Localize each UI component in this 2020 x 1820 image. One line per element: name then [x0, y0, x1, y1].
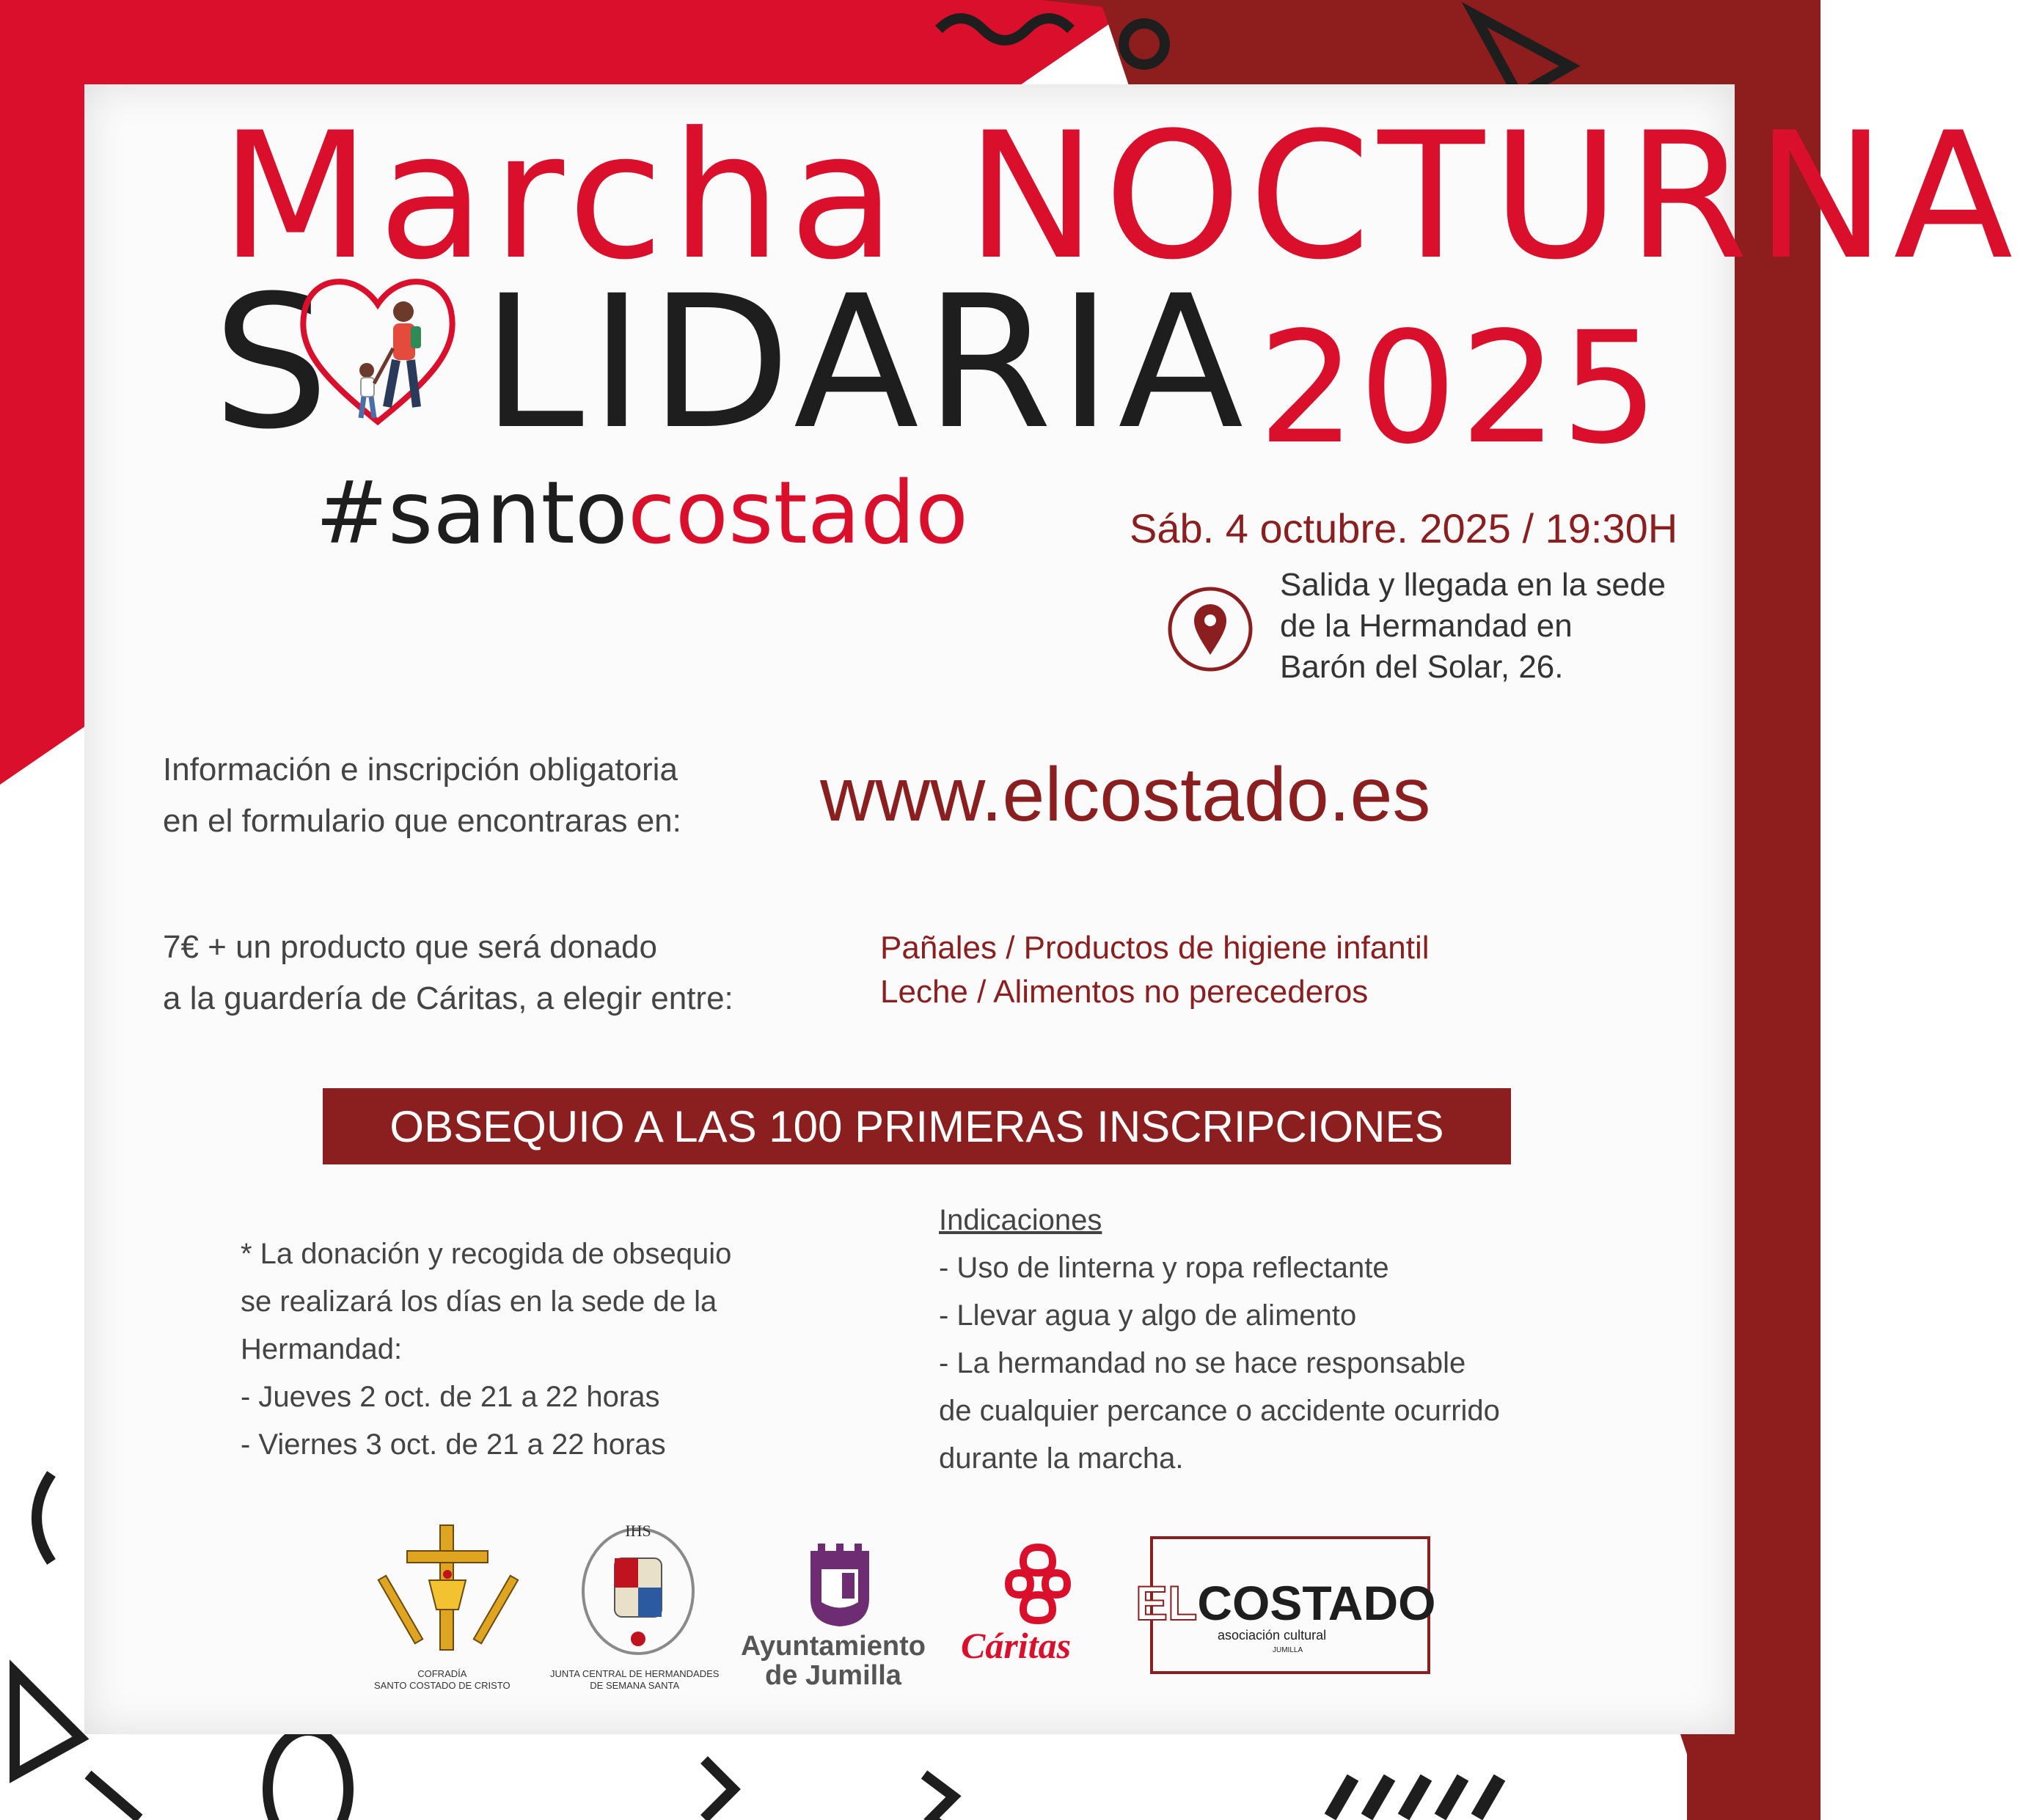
price-line: 7€ + un producto que será donado: [163, 929, 657, 965]
ayuntamiento-line: de Jumilla: [765, 1660, 901, 1691]
ayuntamiento-line: Ayuntamiento: [741, 1631, 926, 1662]
product-item: Leche / Alimentos no perecederos: [880, 974, 1369, 1010]
indication-item: - Uso de linterna y ropa reflectante: [939, 1252, 1389, 1284]
products-list: [880, 926, 1430, 1014]
caption-line: JUNTA CENTRAL DE HERMANDADES: [550, 1668, 720, 1679]
donation-note: [241, 1230, 731, 1469]
address-line: de la Hermandad en: [1280, 608, 1573, 644]
svg-text:IHS: IHS: [625, 1522, 651, 1540]
junta-crest-logo: [572, 1514, 704, 1661]
title-rest: LIDARIA: [481, 256, 1250, 469]
caritas-cross-logo: [1001, 1540, 1075, 1628]
ayuntamiento-shield-logo: [807, 1540, 873, 1628]
caption-line: COFRADÍA: [417, 1668, 467, 1679]
event-address: [1280, 565, 1666, 688]
elcostado-el: EL: [1135, 1576, 1198, 1630]
ayuntamiento-label: [741, 1632, 926, 1690]
indication-item: - La hermandad no se hace responsable: [939, 1347, 1466, 1379]
title-year: 2025: [1258, 298, 1662, 478]
elcostado-subtitle: asociación cultural: [1218, 1628, 1327, 1643]
address-line: Barón del Solar, 26.: [1280, 649, 1564, 685]
info-line: en el formulario que encontraras en:: [163, 803, 681, 839]
cofradia-caption: [374, 1668, 511, 1692]
elcostado-logo: [1135, 1575, 1435, 1631]
info-text: [163, 744, 681, 847]
title-marcha-nocturna: Marcha NOCTURNA: [220, 95, 2020, 298]
caption-line: DE SEMANA SANTA: [590, 1680, 680, 1691]
price-text: [163, 922, 733, 1024]
elcostado-city: JUMILLA: [1273, 1646, 1303, 1654]
caption-line: SANTO COSTADO DE CRISTO: [374, 1680, 511, 1691]
note-line: * La donación y recogida de obsequio: [241, 1238, 732, 1270]
hashtag-part-b: costado: [627, 462, 969, 563]
indications: [939, 1197, 1500, 1483]
indications-heading: Indicaciones: [939, 1204, 1102, 1236]
hashtag-part-a: #santo: [315, 462, 628, 563]
info-line: Información e inscripción obligatoria: [163, 752, 678, 788]
junta-caption: [550, 1668, 719, 1692]
note-line: - Viernes 3 oct. de 21 a 22 horas: [241, 1428, 666, 1461]
heart-walkers-icon: [293, 260, 462, 436]
elcostado-costado: COSTADO: [1197, 1576, 1436, 1630]
indication-item: durante la marcha.: [939, 1442, 1184, 1475]
cofradia-cross-logo: [381, 1522, 513, 1654]
note-line: - Jueves 2 oct. de 21 a 22 horas: [241, 1381, 660, 1413]
gift-banner: OBSEQUIO A LAS 100 PRIMERAS INSCRIPCIONES: [323, 1088, 1511, 1164]
indication-item: - Llevar agua y algo de alimento: [939, 1299, 1357, 1332]
note-line: se realizará los días en la sede de la: [241, 1285, 717, 1318]
indication-item: de cualquier percance o accidente ocurrido: [939, 1395, 1500, 1427]
caritas-label: Cáritas: [961, 1625, 1072, 1666]
location-pin-icon: [1166, 585, 1254, 673]
website-link[interactable]: www.elcostado.es: [820, 752, 1431, 837]
note-line: Hermandad:: [241, 1333, 403, 1365]
title-letter-s: S: [213, 256, 335, 469]
hashtag: [315, 462, 969, 563]
event-date: Sáb. 4 octubre. 2025 / 19:30H: [1130, 505, 1678, 551]
address-line: Salida y llegada en la sede: [1280, 567, 1666, 603]
price-line: a la guardería de Cáritas, a elegir entre:: [163, 980, 733, 1016]
product-item: Pañales / Productos de higiene infantil: [880, 930, 1430, 966]
